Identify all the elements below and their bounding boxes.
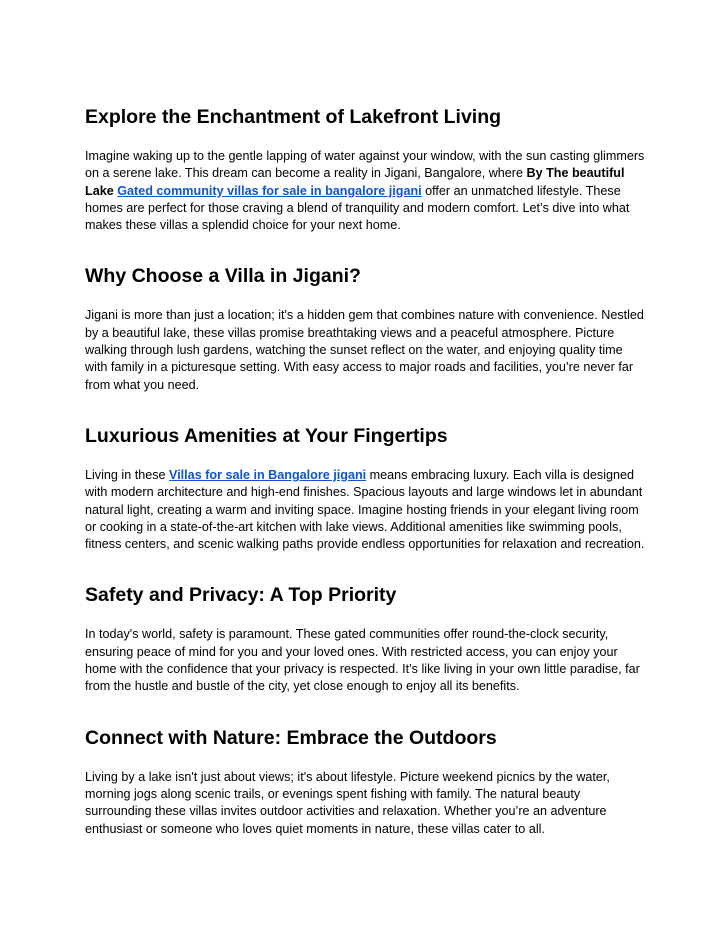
section-heading: Luxurious Amenities at Your Fingertips	[85, 424, 448, 447]
paragraph-text: means embracing luxury. Each villa is designed with modern architecture and high-end finishes. Spacious layouts and large windows let in abundant natural light, creating a warm and inviting space. Imagine hosting friends in your elegant living room or cooking in a state-of-the-art kitchen with lake views. Additional amenities like swimming pools, fitness centers, and scenic walking paths provide endless opportunities for relaxation and recreation.	[85, 467, 645, 552]
paragraph-text: offer an unmatched lifestyle. These homes are perfect for those craving a blend of tranquility and modern comfort. Let’s dive into what makes these villas a splendid choice for your next home.	[85, 183, 630, 233]
section-safety-privacy	[85, 581, 645, 695]
section-paragraph	[85, 148, 645, 234]
section-amenities	[85, 422, 645, 553]
section-paragraph: Living by a lake isn't just about views; it's about lifestyle. Picture weekend picnics by the water, morning jogs along scenic trails, or evenings spent fishing with family. The natural beauty surrounding these villas invites outdoor activities and relaxation. Whether you’re an adventure enthusiast or someone who loves quiet moments in nature, these villas cater to all.	[85, 769, 610, 836]
section-paragraph: Jigani is more than just a location; it's a hidden gem that combines nature with convenience. Nestled by a beautiful lake, these villas promise breathtaking views and a peaceful atmosphere. Picture walking through lush gardens, watching the sunset reflect on the water, and enjoying quality time with family in a picturesque setting. With easy access to major roads and facilities, you’re never far from what you need.	[85, 308, 644, 392]
section-why-jigani	[85, 262, 645, 393]
gated-community-villas-link[interactable]: Gated community villas for sale in bangalore jigani	[117, 183, 422, 198]
section-heading: Connect with Nature: Embrace the Outdoors	[85, 726, 497, 749]
villas-for-sale-link[interactable]: Villas for sale in Bangalore jigani	[169, 467, 367, 482]
paragraph-text: Living in these	[85, 467, 170, 482]
section-heading: Safety and Privacy: A Top Priority	[85, 584, 397, 607]
section-connect-nature	[85, 724, 645, 838]
bold-text: By The beautiful Lake	[85, 166, 625, 198]
section-lakefront-living	[85, 103, 645, 234]
paragraph-text: Imagine waking up to the gentle lapping of water against your window, with the sun casting glimmers on a serene lake. This dream can become a reality in Jigani, Bangalore, where	[85, 149, 645, 181]
document-body	[85, 103, 645, 838]
section-heading: Why Choose a Villa in Jigani?	[85, 265, 361, 288]
section-paragraph: In today's world, safety is paramount. These gated communities offer round-the-clock security, ensuring peace of mind for you and your loved ones. With restricted access, you can enjoy your home with the confidence that your privacy is respected. It’s like living in your own little paradise, far from the hustle and bustle of the city, yet close enough to enjoy all its benefits.	[85, 627, 640, 694]
section-paragraph	[85, 467, 645, 553]
section-heading: Explore the Enchantment of Lakefront Living	[85, 106, 502, 128]
